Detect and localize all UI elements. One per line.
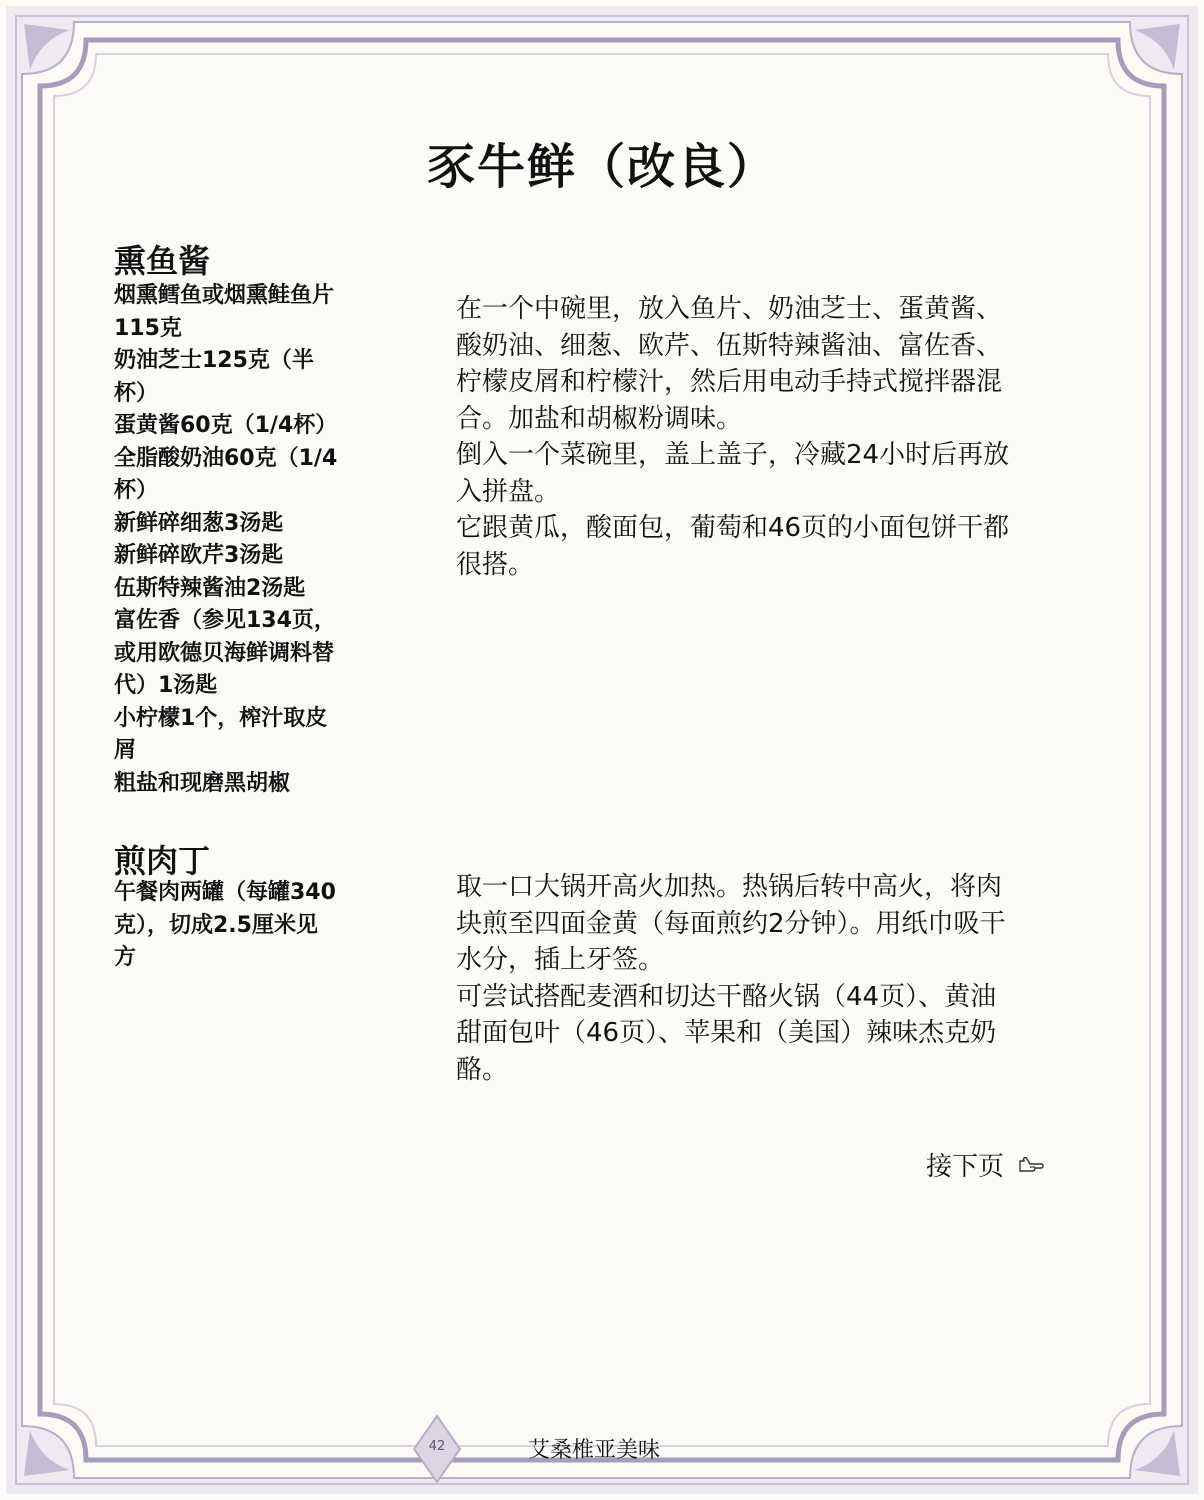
instruction-line: 倒入一个菜碗里，盖上盖子，冷藏24小时后再放 (456, 440, 1010, 470)
ingredient-line: 富佐香（参见134页， (114, 608, 336, 633)
ingredient-line: 烟熏鳕鱼或烟熏鲑鱼片 (114, 283, 335, 308)
page-number: 42 (428, 1439, 446, 1454)
ingredient-line: 克），切成2.5厘米见 (114, 912, 318, 938)
ingredient-list (114, 280, 372, 800)
page-title: 豕牛鲜（改良） (426, 139, 777, 195)
ingredient-line: 新鲜碎细葱3汤匙 (114, 510, 284, 536)
instruction-line: 它跟黄瓜，酸面包，葡萄和46页的小面包饼干都 (456, 513, 1010, 543)
instructions (456, 869, 1076, 1088)
ingredient-line: 蛋黄酱60克（1/4杯） (114, 413, 338, 438)
instruction-line: 入拼盘。 (456, 476, 561, 507)
instruction-line: 酪。 (456, 1054, 509, 1085)
continued-next-page[interactable] (926, 1146, 1044, 1183)
instruction-line: 块煎至四面金黄（每面煎约2分钟）。用纸巾吸干 (456, 908, 1006, 939)
pointing-hand-icon (1018, 1156, 1044, 1174)
section-heading-fried-spam: 煎肉丁 (114, 842, 211, 880)
instruction-line: 取一口大锅开高火加热。热锅后转中高火，将肉 (456, 872, 1003, 902)
ingredient-line: 方 (114, 945, 137, 970)
ingredient-line: 午餐肉两罐（每罐340 (114, 880, 336, 905)
ingredient-line: 粗盐和现磨黑胡椒 (114, 770, 291, 796)
instructions (456, 291, 1076, 583)
instruction-line: 柠檬皮屑和柠檬汁，然后用电动手持式搅拌器混 (456, 367, 1003, 397)
ingredient-line: 杯） (114, 380, 159, 406)
ingredient-line: 杯） (114, 478, 159, 503)
book-title: 艾桑椎亚美味 (528, 1438, 661, 1463)
instruction-line: 合。加盐和胡椒粉调味。 (456, 403, 743, 434)
ingredient-list (114, 877, 372, 975)
instruction-line: 很搭。 (456, 549, 535, 580)
ingredient-line: 或用欧德贝海鲜调料替 (114, 640, 335, 666)
ingredient-line: 新鲜碎欧芹3汤匙 (114, 543, 284, 568)
instruction-line: 甜面包叶（46页）、苹果和（美国）辣味杰克奶 (456, 1018, 997, 1048)
next-page-label: 接下页 (926, 1152, 1005, 1182)
instruction-line: 酸奶油、细葱、欧芹、伍斯特辣酱油、富佐香、 (456, 330, 1003, 361)
ingredient-line: 115克 (114, 315, 182, 341)
ingredient-line: 小柠檬1个，榨汁取皮 (114, 705, 328, 731)
ingredient-line: 伍斯特辣酱油2汤匙 (114, 575, 306, 601)
instruction-line: 在一个中碗里，放入鱼片、奶油芝士、蛋黄酱、 (456, 294, 1003, 324)
ingredient-line: 全脂酸奶油60克（1/4 (114, 445, 338, 471)
instruction-line: 水分，插上牙签。 (456, 945, 665, 975)
ingredient-line: 代）1汤匙 (114, 673, 218, 698)
instruction-line: 可尝试搭配麦酒和切达干酪火锅（44页）、黄油 (456, 981, 997, 1012)
section-heading-smoked-fish-dip: 熏鱼酱 (114, 242, 211, 280)
ingredient-line: 屑 (114, 738, 137, 763)
ingredient-line: 奶油芝士125克（半 (114, 348, 314, 373)
